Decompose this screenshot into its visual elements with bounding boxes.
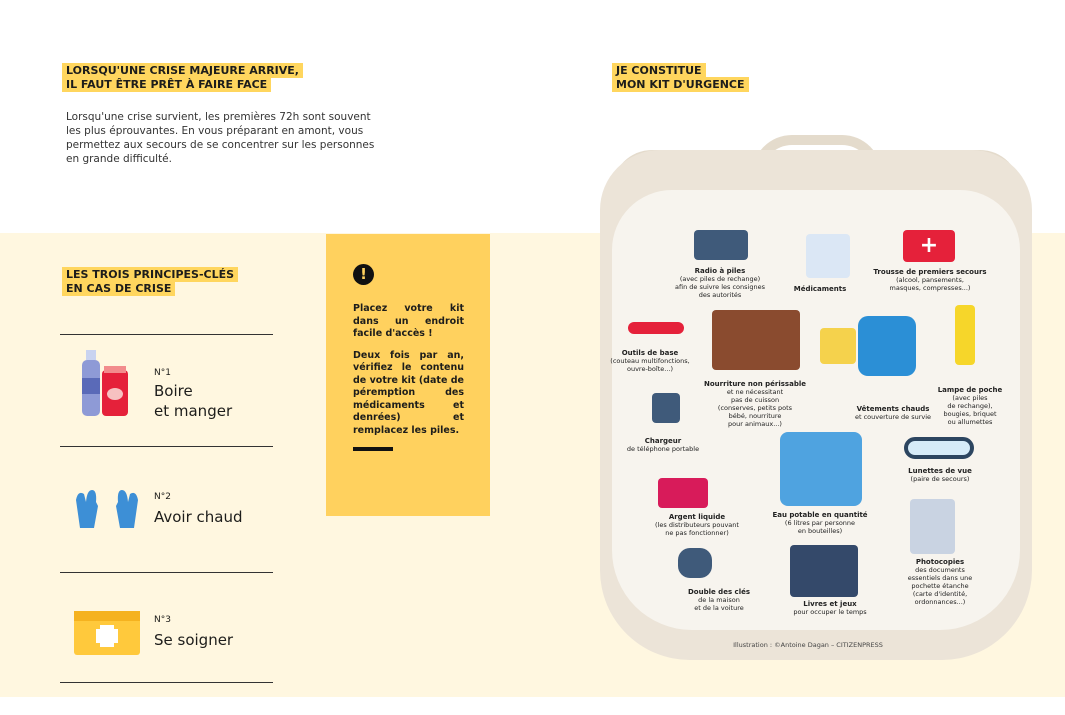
divider: [60, 572, 273, 573]
exclamation-icon: !: [353, 264, 374, 285]
radio-icon: [694, 230, 748, 260]
flashlight-icon: [955, 305, 975, 365]
first-aid-box-icon: [72, 605, 142, 657]
first-aid-kit-icon: +: [903, 230, 955, 262]
principles-heading: LES TROIS PRINCIPES-CLÉS EN CAS DE CRISE: [62, 268, 238, 296]
kit-item-tools: Outils de base (couteau multifonctions, ouvre-boîte...): [610, 349, 690, 373]
glasses-icon: [904, 437, 974, 459]
books-games-icon: [790, 545, 858, 597]
wallet-icon: [658, 478, 708, 508]
divider: [60, 334, 273, 335]
kit-item-radio: Radio à piles (avec piles de rechange) afin de suivre les consignes des autorités: [675, 267, 765, 299]
tip-bar: [353, 447, 393, 451]
principle-number: N°2: [154, 492, 171, 502]
tip-text-2: Deux fois par an, vérifiez le contenu de votre kit (date de péremption des médicaments et denrées) et remplacez les piles.: [353, 349, 464, 436]
kit-item-keys: Double des clés de la maison et de la voiture: [687, 588, 751, 612]
water-bottle-and-jar-icon: [72, 348, 142, 420]
principle-label: Avoir chaud: [154, 508, 243, 526]
kit-item-cash: Argent liquide (les distributeurs pouvant ne pas fonctionner): [655, 513, 739, 537]
principle-number: N°1: [154, 368, 171, 378]
principle-3: [60, 605, 273, 715]
divider: [60, 682, 273, 683]
gloves-icon: [72, 486, 142, 530]
kit-item-clothes: Vêtements chauds et couverture de survie: [854, 405, 932, 421]
principle-label: Se soigner: [154, 631, 234, 649]
kit-item-charger: Chargeur de téléphone portable: [626, 437, 700, 453]
principle-label: et manger: [154, 402, 233, 420]
medicine-icon: [806, 234, 850, 278]
kit-item-photocopies: Photocopies des documents essentiels dans une pochette étanche (carte d'identité, ordonnances...): [907, 558, 973, 606]
intro-text: Lorsqu'une crise survient, les premières 72h sont souvent les plus éprouvantes. En vous préparant en amont, vous permettez aux secours de se concentrer sur les personnes en grande difficulté.: [66, 111, 375, 165]
kit-item-water: Eau potable en quantité (6 litres par personne en bouteilles): [772, 511, 868, 535]
charger-icon: [652, 393, 680, 423]
survival-blanket-icon: [820, 328, 856, 364]
principle-label: Boire: [154, 382, 193, 400]
crisis-heading: LORSQU'UNE CRISE MAJEURE ARRIVE, IL FAUT ÊTRE PRÊT À FAIRE FACE: [62, 64, 303, 92]
multitool-icon: [628, 322, 684, 334]
kit-item-first-aid: Trousse de premiers secours (alcool, pansements, masques, compresses...): [873, 268, 987, 292]
tip-text-1: Placez votre kit dans un endroit facile d'accès !: [353, 303, 464, 339]
sweater-icon: [858, 316, 916, 376]
principle-1: [60, 348, 273, 458]
photocopies-icon: [910, 499, 955, 554]
kit-item-glasses: Lunettes de vue (paire de secours): [908, 467, 972, 483]
divider: [60, 446, 273, 447]
kit-item-medicine: Médicaments: [793, 285, 847, 293]
keys-icon: [678, 548, 712, 578]
food-icon: [712, 310, 800, 370]
kit-heading: JE CONSTITUE MON KIT D'URGENCE: [612, 64, 749, 92]
kit-item-food: Nourriture non périssable et ne nécessitant pas de cuisson (conserves, petits pots bébé, nourriture pour animaux...): [704, 380, 806, 428]
illustration-credit: Illustration : ©Antoine Dagan – CITIZENPRESS: [733, 641, 883, 649]
tip-box: [326, 234, 490, 516]
principle-2: [60, 486, 273, 596]
kit-item-books-games: Livres et jeux pour occuper le temps: [793, 600, 867, 616]
water-bottles-icon: [780, 432, 862, 506]
principle-number: N°3: [154, 615, 171, 625]
kit-item-flashlight: Lampe de poche (avec piles de rechange), bougies, briquet ou allumettes: [937, 386, 1003, 426]
